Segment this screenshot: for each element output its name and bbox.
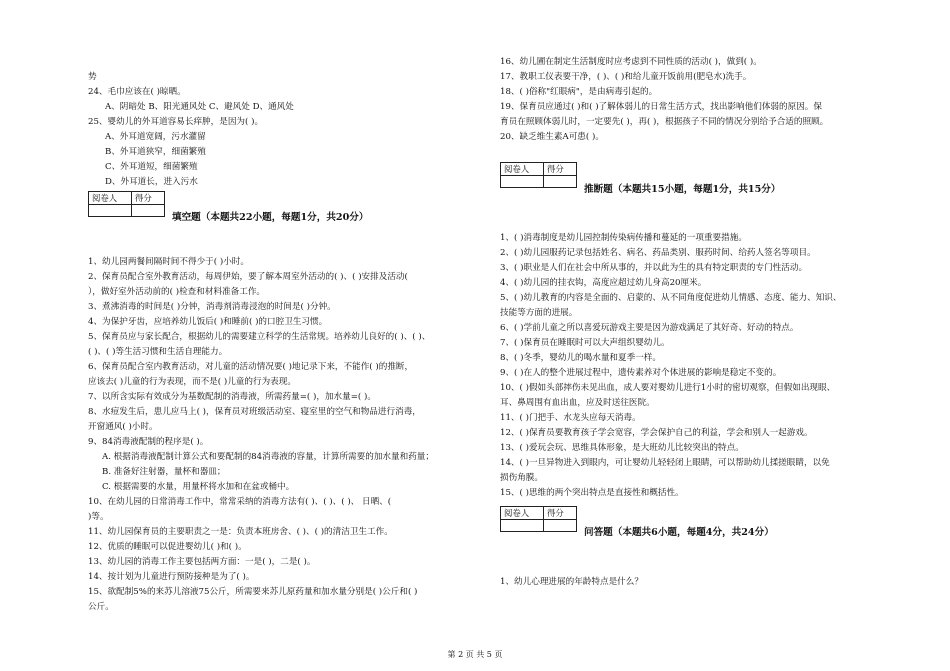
text-line: 技能等方面的进展。: [500, 308, 578, 318]
text-line: 6、( )学前儿童之所以喜爱玩游戏主要是因为游戏满足了其好奇、好动的特点。: [500, 323, 799, 333]
text-line: 20、缺乏维生素A可患( )。: [500, 132, 604, 142]
text-line: C、外耳道短，细菌繁殖: [105, 162, 198, 172]
grader-label: 阅卷人: [501, 507, 544, 520]
text-line: 2、( )幼儿园服药记录包括姓名、病名、药品类别、服药时间、给药人签名等项目。: [500, 248, 816, 258]
text-line: 8、( )冬季，婴幼儿的喝水量和夏季一样。: [500, 353, 661, 363]
score-label: 得分: [132, 192, 165, 205]
grader-cell: [89, 205, 132, 217]
text-line: 17、教职工仪表要干净，( )、( )和给儿童开饭前用(肥皂水)洗手。: [500, 72, 752, 82]
text-line: 7、( )保育员在睡眠时可以大声组织婴幼儿。: [500, 338, 670, 348]
score-box-judge: [500, 162, 577, 188]
text-line: B、外耳道狭窄，细菌繁殖: [105, 147, 206, 157]
score-label: 得分: [544, 163, 577, 176]
grader-label: 阅卷人: [89, 192, 132, 205]
text-line: 15、欲配制5%的来苏儿溶液75公斤，所需要来苏儿原药量和加水量分别是( )公斤和( ): [88, 587, 418, 597]
text-line: 7、以所含实际有效成分为基数配制的消毒液，所需药量=( )，加水量=( )。: [88, 392, 376, 402]
text-line: 3、( )职业是人们在社会中所从事的，并以此为生的具有特定职责的专门性活动。: [500, 263, 808, 273]
text-line: 1、幼儿园两餐间隔时间不得少于( )小时。: [88, 257, 249, 267]
text-line: D、外耳道长，进入污水: [105, 177, 198, 187]
text-line: 9、( )在人的整个进展过程中，遗传素养对个体进展的影响是稳定不变的。: [500, 368, 782, 378]
text-line: 9、84消毒液配制的程序是( )。: [88, 437, 209, 447]
text-line: 14、( )一旦异物进入到眼内，可让婴幼儿轻轻闭上眼睛，可以帮助幼儿揉搓眼睛，以免: [500, 458, 830, 468]
text-line: 11、幼儿园保育员的主要职责之一是：负责本班房舍、( )、( )的清洁卫生工作。: [88, 527, 393, 537]
text-line: 11、( )门把手、水龙头应每天消毒。: [500, 413, 641, 423]
text-line: )等。: [88, 512, 109, 522]
text-line: B. 准备好注射器，量杯和器皿；: [102, 467, 226, 477]
grader-cell: [501, 520, 544, 532]
text-line: 应该去( )儿童的行为表现，而不是( )儿童的行为表现。: [88, 377, 296, 387]
text-line: 公斤。: [88, 602, 114, 612]
text-line: 2、保育员配合室外教育活动，每周伊始，要了解本周室外活动的( )、( )安排及活动(: [88, 272, 408, 282]
text-line: 18、( )俗称"红眼病"，是由病毒引起的。: [500, 87, 658, 97]
score-cell: [544, 176, 577, 188]
score-cell: [544, 520, 577, 532]
text-line: A、阴暗处 B、阳光通风处 C、避风处 D、通风处: [105, 102, 294, 112]
text-line: 势: [88, 72, 97, 82]
text-line: 5、保育员应与家长配合，根据幼儿的需要建立科学的生活常规。培养幼儿良好的( )、( )、: [88, 332, 431, 342]
text-line: C. 根据需要的水量，用量杯将水加和在盆或桶中。: [102, 482, 295, 492]
text-line: 5、( )幼儿教育的内容是全面的、启蒙的、从不同角度促进幼儿情感、态度、能力、知识、: [500, 293, 842, 303]
text-line: 12、优质的睡眠可以促进婴幼儿( )和( )。: [88, 542, 247, 552]
text-line: 损伤角膜。: [500, 473, 543, 483]
text-line: 4、( )幼儿园的挂衣钩，高度应超过幼儿身高20厘米。: [500, 278, 707, 288]
page-footer: 第 2 页 共 5 页: [447, 650, 503, 659]
text-line: ），做好室外活动前的( )检查和材料准备工作。: [88, 287, 266, 297]
section-title-fill: 填空题（本题共22小题，每题1分，共20分）: [172, 212, 369, 223]
text-line: A. 根据消毒液配制计算公式和要配制的84消毒液的容量，计算所需要的加水量和药量；: [102, 452, 434, 462]
score-cell: [132, 205, 165, 217]
text-line: 1、( )消毒制度是幼儿园控制传染病传播和蔓延的一项重要措施。: [500, 233, 747, 243]
text-line: 4、为保护牙齿，应培养幼儿饭后( )和睡前( )的口腔卫生习惯。: [88, 317, 328, 327]
text-line: 耳、鼻周围有血出血，应及时送往医院。: [500, 398, 655, 408]
text-line: 14、按计划为儿童进行预防接种是为了( )。: [88, 572, 255, 582]
section-title-qa: 问答题（本题共6小题，每题4分，共24分）: [584, 527, 774, 538]
grader-label: 阅卷人: [501, 163, 544, 176]
text-line: 19、保育员应通过( )和( )了解体弱儿的日常生活方式，找出影响他们体弱的原因。保: [500, 102, 822, 112]
section-title-judge: 推断题（本题共15小题，每题1分，共15分）: [584, 184, 781, 195]
text-line: 6、保育员配合室内教育活动，对儿童的活动情况要( )地记录下来，不能作( )的推断，: [88, 362, 414, 372]
grader-cell: [501, 176, 544, 188]
text-line: 16、幼儿圃在制定生活制度时应考虑到不同性质的活动( )，做到( )。: [500, 57, 762, 67]
text-line: 24、毛巾应该在( )晾晒。: [88, 87, 186, 97]
score-box-fill: [88, 191, 165, 217]
text-line: 13、( )爱玩会玩、思维具体形象，是大班幼儿比较突出的特点。: [500, 443, 744, 453]
text-line: 1、幼儿心理进展的年龄特点是什么？: [500, 577, 643, 587]
text-line: A、外耳道宽阔，污水灌留: [105, 132, 206, 142]
text-line: 13、幼儿园的消毒工作主要包括两方面：一是( )，二是( )。: [88, 557, 316, 567]
score-label: 得分: [544, 507, 577, 520]
text-line: 10、( )假如头部摔伤未见出血，成人要对婴幼儿进行1小时的密切观察，但假如出现眼、: [500, 383, 836, 393]
text-line: 8、水痘发生后，患儿应马上( )，保育员对班级活动室、寝室里的空气和物品进行消毒，: [88, 407, 421, 417]
text-line: 10、在幼儿园的日常消毒工作中，常常采纳的消毒方法有( )、( )、( )、 日晒、(: [88, 497, 392, 507]
score-box-qa: [500, 506, 577, 532]
text-line: ( )、( )等生活习惯和生活自理能力。: [88, 347, 228, 357]
text-line: 25、婴幼儿的外耳道容易长痒肿，是因为( )。: [88, 117, 264, 127]
text-line: 开窗通风( )小时。: [88, 422, 158, 432]
text-line: 3、煮沸消毒的时间是( )分钟，消毒剂消毒浸泡的时间是( )分钟。: [88, 302, 336, 312]
text-line: 15、( )思维的两个突出特点是直接性和概括性。: [500, 488, 684, 498]
text-line: 育员在照顾体弱儿时，一定要先( )，再( )，根据孩子不同的情况分别给予合适的照顾。: [500, 117, 829, 127]
text-line: 12、( )保育员要教育孩子学会宽容，学会保护自己的利益，学会和别人一起游戏。: [500, 428, 813, 438]
